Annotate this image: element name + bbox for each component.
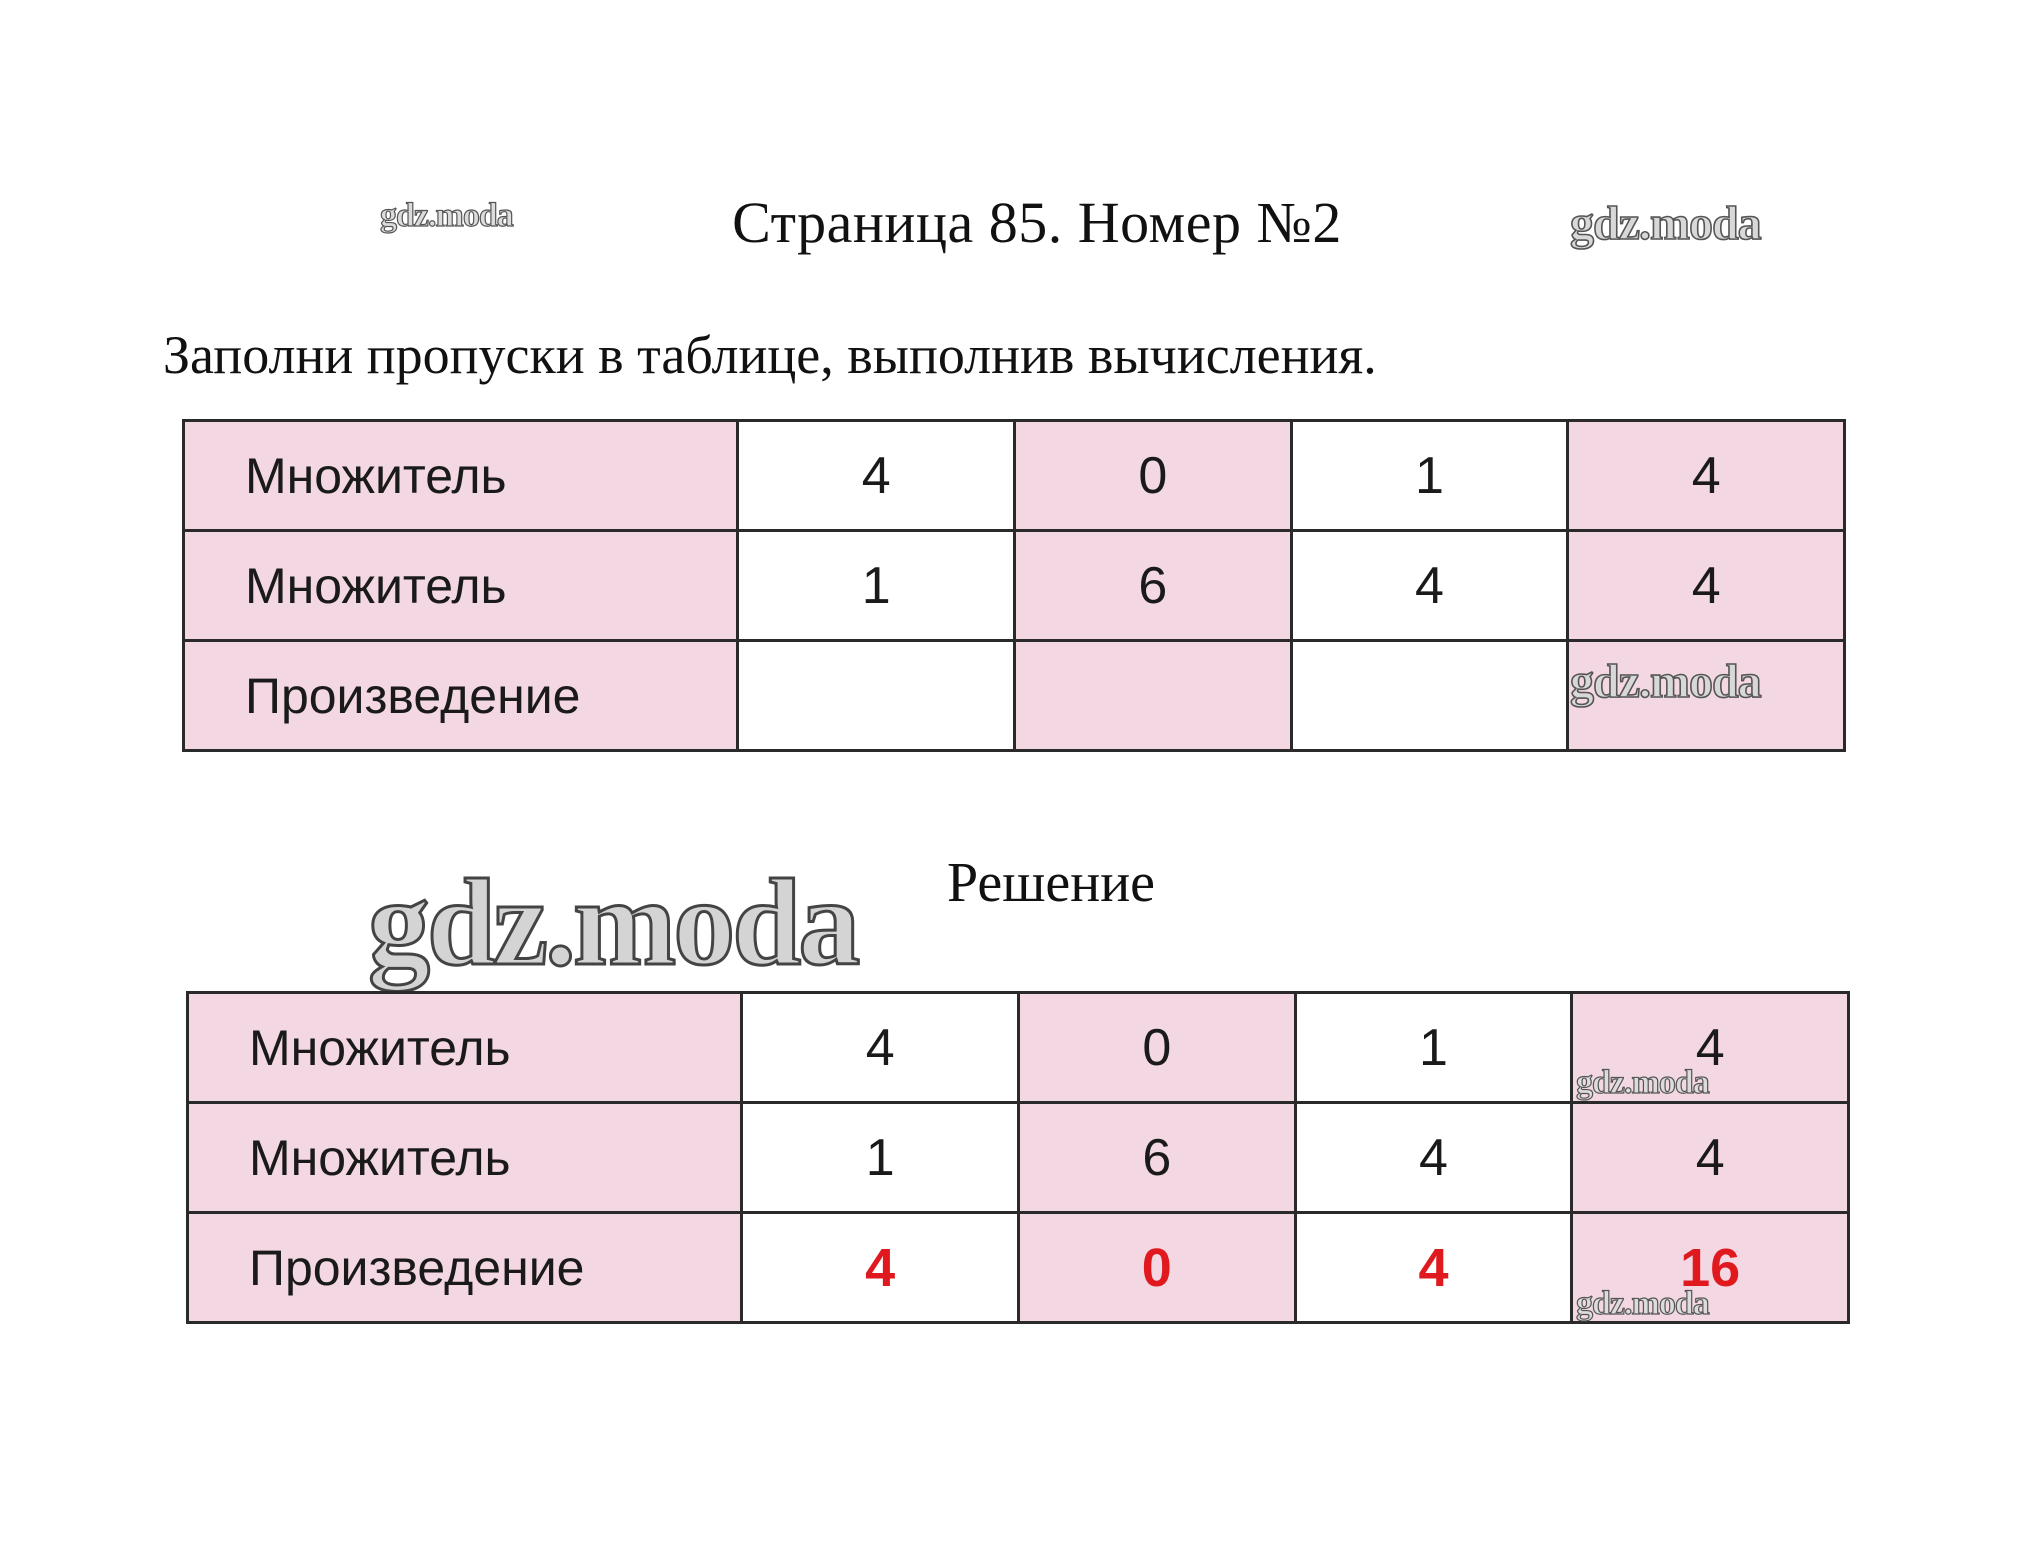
answer-cell: 0: [1018, 1213, 1295, 1323]
row-label: Множитель: [184, 421, 738, 531]
task-text: Заполни пропуски в таблице, выполнив вычисления.: [163, 325, 1377, 385]
table-cell: 4: [1568, 531, 1845, 641]
table-cell: 4: [1568, 421, 1845, 531]
table-cell: 0: [1014, 421, 1291, 531]
table-cell: 0: [1018, 993, 1295, 1103]
table-row: [188, 1103, 1849, 1213]
page-title: Страница 85. Номер №2: [732, 190, 1342, 255]
table-row: [184, 531, 1845, 641]
table-cell: 6: [1018, 1103, 1295, 1213]
answer-cell: 4: [1295, 1213, 1572, 1323]
table-cell: 1: [1291, 421, 1568, 531]
table-cell-empty: [738, 641, 1015, 751]
table-cell-empty: [1014, 641, 1291, 751]
table-cell: 4: [1572, 1103, 1849, 1213]
solution-label: Решение: [947, 852, 1156, 914]
table-cell: 1: [1295, 993, 1572, 1103]
watermark: gdz.moda: [368, 854, 858, 991]
table-cell: 1: [738, 531, 1015, 641]
row-label: Множитель: [188, 993, 742, 1103]
watermark: gdz.moda: [1570, 655, 1761, 708]
table-cell: 4: [1295, 1103, 1572, 1213]
watermark: gdz.moda: [1570, 197, 1761, 250]
table-cell: 1: [742, 1103, 1019, 1213]
table-cell: 6: [1014, 531, 1291, 641]
solution-table: [186, 991, 1850, 1324]
watermark: gdz.moda: [1576, 1285, 1709, 1322]
watermark: gdz.moda: [380, 197, 513, 234]
table-cell: 4: [738, 421, 1015, 531]
table-cell: 4: [1291, 531, 1568, 641]
answer-cell: 4: [742, 1213, 1019, 1323]
row-label: Множитель: [184, 531, 738, 641]
answer-cell: 16: [1572, 1213, 1849, 1323]
table-cell-empty: [1291, 641, 1568, 751]
table-cell: 4: [742, 993, 1019, 1103]
table-cell: 4: [1572, 993, 1849, 1103]
row-label: Множитель: [188, 1103, 742, 1213]
watermark: gdz.moda: [1576, 1064, 1709, 1101]
row-label: Произведение: [184, 641, 738, 751]
table-row: [184, 421, 1845, 531]
row-label: Произведение: [188, 1213, 742, 1323]
